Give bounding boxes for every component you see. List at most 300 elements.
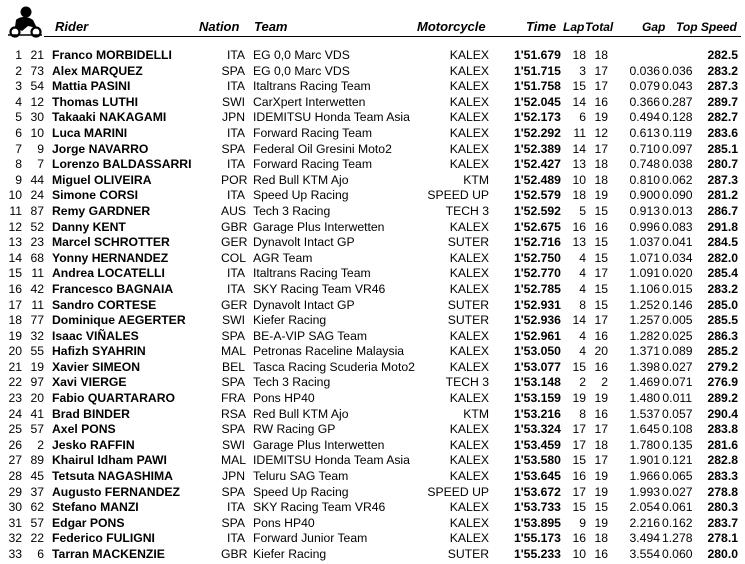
position-cell: 24 — [8, 406, 22, 421]
team-cell: Pons HP40 — [253, 515, 315, 530]
total-laps-cell: 15 — [594, 203, 608, 218]
position-cell: 2 — [15, 63, 22, 78]
rider-number-cell: 37 — [30, 484, 44, 499]
rider-name-cell: Andrea LOCATELLI — [52, 266, 165, 281]
gap-previous-cell: 0.060 — [662, 547, 693, 561]
position-cell: 15 — [8, 266, 22, 281]
lap-cell: 16 — [572, 469, 586, 484]
lap-time-cell: 1'52.716 — [514, 235, 561, 250]
rider-name-cell: Francesco BAGNAIA — [52, 281, 174, 296]
results-table — [0, 48, 745, 563]
team-cell: Kiefer Racing — [253, 547, 327, 561]
rider-name-cell: Xavier SIMEON — [52, 359, 141, 374]
motorcycle-cell: KALEX — [449, 266, 489, 281]
total-laps-cell: 16 — [594, 94, 608, 109]
lap-cell: 19 — [572, 391, 586, 406]
total-laps-cell: 18 — [594, 172, 608, 187]
position-cell: 27 — [8, 453, 22, 468]
lap-cell: 4 — [579, 344, 586, 359]
rider-name-cell: Hafizh SYAHRIN — [52, 344, 146, 359]
total-laps-cell: 18 — [594, 531, 608, 546]
table-row — [0, 48, 745, 64]
nation-cell: SPA — [221, 375, 245, 390]
col-rider-header: Rider — [55, 19, 89, 34]
rider-number-cell: 9 — [37, 141, 44, 156]
total-laps-cell: 18 — [594, 48, 608, 62]
top-speed-cell: 287.3 — [707, 172, 738, 187]
team-cell: Italtrans Racing Team — [253, 79, 371, 94]
table-row — [0, 79, 745, 95]
gap-previous-cell: 0.036 — [662, 63, 693, 78]
top-speed-cell: 283.2 — [707, 281, 738, 296]
rider-number-cell: 12 — [30, 94, 44, 109]
rider-number-cell: 57 — [30, 422, 44, 437]
position-cell: 29 — [8, 484, 22, 499]
team-cell: BE-A-VIP SAG Team — [253, 328, 368, 343]
nation-cell: JPN — [221, 469, 245, 484]
rider-name-cell: Federico FULIGNI — [52, 531, 155, 546]
table-row — [0, 422, 745, 438]
gap-first-cell: 0.494 — [629, 110, 660, 125]
top-speed-cell: 276.9 — [707, 375, 738, 390]
lap-time-cell: 1'52.936 — [514, 313, 561, 328]
table-row — [0, 313, 745, 329]
lap-time-cell: 1'52.173 — [514, 110, 561, 125]
rider-name-cell: Stefano MANZI — [52, 500, 139, 515]
position-cell: 22 — [8, 375, 22, 390]
rider-name-cell: Alex MARQUEZ — [52, 63, 143, 78]
header-rule — [44, 36, 741, 37]
lap-time-cell: 1'53.159 — [514, 391, 561, 406]
gap-first-cell: 0.996 — [629, 219, 660, 234]
lap-cell: 17 — [572, 484, 586, 499]
gap-previous-cell: 0.013 — [662, 203, 693, 218]
position-cell: 30 — [8, 500, 22, 515]
top-speed-cell: 284.5 — [707, 235, 738, 250]
gap-previous-cell: 0.065 — [662, 469, 693, 484]
rider-name-cell: Franco MORBIDELLI — [52, 48, 172, 62]
total-laps-cell: 15 — [594, 297, 608, 312]
lap-cell: 11 — [573, 125, 586, 140]
top-speed-cell: 291.8 — [707, 219, 738, 234]
team-cell: EG 0,0 Marc VDS — [253, 48, 350, 62]
table-row — [0, 469, 745, 485]
lap-cell: 18 — [572, 188, 586, 203]
rider-name-cell: Edgar PONS — [52, 515, 125, 530]
team-cell: Kiefer Racing — [253, 313, 327, 328]
top-speed-cell: 278.8 — [707, 484, 738, 499]
lap-time-cell: 1'53.148 — [514, 375, 561, 390]
motorcycle-cell: KALEX — [449, 391, 489, 406]
position-cell: 14 — [8, 250, 22, 265]
col-lap-header: Lap — [563, 20, 585, 34]
top-speed-cell: 283.7 — [707, 515, 738, 530]
rider-number-cell: 68 — [30, 250, 44, 265]
team-cell: Tasca Racing Scuderia Moto2 — [253, 359, 415, 374]
total-laps-cell: 16 — [594, 406, 608, 421]
rider-name-cell: Fabio QUARTARARO — [52, 391, 175, 406]
rider-name-cell: Remy GARDNER — [52, 203, 151, 218]
rider-number-cell: 41 — [30, 406, 44, 421]
gap-first-cell: 1.780 — [629, 437, 660, 452]
lap-time-cell: 1'52.931 — [514, 297, 561, 312]
lap-cell: 4 — [579, 250, 586, 265]
top-speed-cell: 280.7 — [707, 157, 738, 172]
position-cell: 6 — [15, 125, 22, 140]
nation-cell: ITA — [226, 281, 245, 296]
team-cell: Red Bull KTM Ajo — [253, 406, 349, 421]
gap-previous-cell: 0.090 — [662, 188, 693, 203]
nation-cell: SWI — [221, 437, 245, 452]
rider-name-cell: Tarran MACKENZIE — [52, 547, 165, 561]
gap-previous-cell: 0.108 — [662, 422, 693, 437]
lap-cell: 2 — [579, 375, 586, 390]
lap-cell: 14 — [572, 141, 586, 156]
lap-time-cell: 1'52.389 — [514, 141, 561, 156]
lap-time-cell: 1'52.045 — [514, 94, 561, 109]
total-laps-cell: 15 — [594, 500, 608, 515]
motorcycle-cell: KALEX — [449, 110, 489, 125]
lap-cell: 8 — [579, 406, 586, 421]
gap-previous-cell: 0.011 — [662, 391, 692, 406]
rider-name-cell: Xavi VIERGE — [52, 375, 127, 390]
position-cell: 21 — [8, 359, 22, 374]
nation-cell: ITA — [226, 125, 245, 140]
top-speed-cell: 286.7 — [707, 203, 738, 218]
gap-first-cell: 1.037 — [629, 235, 660, 250]
rider-number-cell: 6 — [37, 547, 44, 561]
lap-time-cell: 1'51.758 — [514, 79, 561, 94]
table-row — [0, 500, 745, 516]
rider-name-cell: Danny KENT — [52, 219, 126, 234]
rider-number-cell: 89 — [30, 453, 44, 468]
col-gap-header: Gap — [642, 20, 666, 34]
lap-time-cell: 1'53.324 — [514, 422, 561, 437]
lap-time-cell: 1'53.733 — [514, 500, 561, 515]
motorcycle-cell: KALEX — [449, 281, 489, 296]
team-cell: Tech 3 Racing — [253, 203, 331, 218]
rider-number-cell: 32 — [30, 328, 44, 343]
rider-number-cell: 20 — [30, 391, 44, 406]
rider-number-cell: 44 — [30, 172, 44, 187]
lap-time-cell: 1'53.077 — [514, 359, 561, 374]
position-cell: 17 — [8, 297, 22, 312]
motorcycle-cell: TECH 3 — [445, 375, 489, 390]
top-speed-cell: 282.7 — [707, 110, 738, 125]
rider-name-cell: Takaaki NAKAGAMI — [52, 110, 167, 125]
rider-name-cell: Jorge NAVARRO — [52, 141, 149, 156]
rider-name-cell: Lorenzo BALDASSARRI — [52, 157, 192, 172]
rider-number-cell: 23 — [30, 235, 44, 250]
total-laps-cell: 15 — [594, 250, 608, 265]
nation-cell: COL — [221, 250, 247, 265]
total-laps-cell: 17 — [594, 422, 608, 437]
total-laps-cell: 19 — [594, 391, 608, 406]
position-cell: 28 — [8, 469, 22, 484]
motorcycle-cell: KALEX — [449, 359, 489, 374]
lap-cell: 4 — [579, 281, 586, 296]
rider-name-cell: Dominique AEGERTER — [52, 313, 186, 328]
lap-time-cell: 1'51.679 — [514, 48, 561, 62]
lap-cell: 15 — [572, 500, 586, 515]
position-cell: 13 — [8, 235, 22, 250]
lap-time-cell: 1'53.050 — [514, 344, 561, 359]
total-laps-cell: 19 — [594, 110, 608, 125]
rider-number-cell: 22 — [30, 531, 44, 546]
lap-cell: 4 — [579, 328, 586, 343]
gap-previous-cell: 0.097 — [662, 141, 693, 156]
motorcycle-cell: SUTER — [447, 235, 489, 250]
rider-number-cell: 52 — [30, 219, 44, 234]
position-cell: 9 — [15, 172, 22, 187]
rider-number-cell: 62 — [30, 500, 44, 515]
gap-previous-cell: 1.278 — [662, 531, 693, 546]
gap-first-cell: 3.494 — [629, 531, 660, 546]
table-row — [0, 188, 745, 204]
lap-time-cell: 1'52.292 — [514, 125, 561, 140]
nation-cell: SPA — [221, 422, 245, 437]
position-cell: 3 — [15, 79, 22, 94]
table-row — [0, 516, 745, 532]
team-cell: Speed Up Racing — [253, 484, 349, 499]
gap-first-cell: 1.282 — [629, 328, 660, 343]
nation-cell: MAL — [221, 344, 247, 359]
team-cell: Forward Racing Team — [253, 157, 372, 172]
gap-previous-cell: 0.038 — [662, 157, 693, 172]
lap-time-cell: 1'52.770 — [514, 266, 561, 281]
top-speed-cell: 281.2 — [707, 188, 738, 203]
rider-number-cell: 19 — [30, 359, 44, 374]
gap-first-cell: 1.091 — [629, 266, 660, 281]
rider-number-cell: 87 — [30, 203, 44, 218]
col-team-header: Team — [254, 19, 288, 34]
position-cell: 26 — [8, 437, 22, 452]
total-laps-cell: 16 — [594, 219, 608, 234]
top-speed-cell: 278.1 — [707, 531, 738, 546]
motorcycle-cell: KALEX — [449, 500, 489, 515]
total-laps-cell: 2 — [601, 375, 608, 390]
position-cell: 1 — [15, 48, 22, 62]
rider-name-cell: Miguel OLIVEIRA — [52, 172, 152, 187]
rider-name-cell: Sandro CORTESE — [52, 297, 157, 312]
nation-cell: MAL — [221, 453, 247, 468]
lap-time-cell: 1'52.675 — [514, 219, 561, 234]
team-cell: EG 0,0 Marc VDS — [253, 63, 350, 78]
motorcycle-cell: KALEX — [449, 453, 489, 468]
nation-cell: ITA — [226, 79, 245, 94]
team-cell: Forward Junior Team — [253, 531, 368, 546]
gap-previous-cell: 0.071 — [662, 375, 693, 390]
top-speed-cell: 280.3 — [707, 500, 738, 515]
top-speed-cell: 285.0 — [707, 297, 738, 312]
table-row — [0, 282, 745, 298]
motorcycle-cell: KALEX — [449, 250, 489, 265]
gap-previous-cell: 0.027 — [662, 484, 693, 499]
team-cell: Federal Oil Gresini Moto2 — [253, 141, 392, 156]
position-cell: 23 — [8, 391, 22, 406]
gap-first-cell: 1.537 — [629, 406, 660, 421]
lap-time-cell: 1'53.895 — [514, 515, 561, 530]
motorcycle-cell: KALEX — [449, 344, 489, 359]
rider-number-cell: 11 — [31, 297, 44, 312]
table-row — [0, 438, 745, 454]
total-laps-cell: 19 — [594, 469, 608, 484]
gap-first-cell: 0.810 — [629, 172, 660, 187]
table-row — [0, 173, 745, 189]
total-laps-cell: 18 — [594, 437, 608, 452]
gap-first-cell: 1.371 — [629, 344, 660, 359]
total-laps-cell: 15 — [594, 281, 608, 296]
position-cell: 5 — [15, 110, 22, 125]
col-motorcycle-header: Motorcycle — [417, 19, 486, 34]
gap-previous-cell: 0.146 — [662, 297, 693, 312]
table-row — [0, 64, 745, 80]
nation-cell: AUS — [221, 203, 247, 218]
lap-time-cell: 1'52.785 — [514, 281, 561, 296]
gap-previous-cell: 0.027 — [662, 359, 693, 374]
total-laps-cell: 17 — [594, 141, 608, 156]
gap-first-cell: 1.993 — [629, 484, 660, 499]
position-cell: 20 — [8, 344, 22, 359]
lap-cell: 17 — [572, 437, 586, 452]
total-laps-cell: 19 — [594, 188, 608, 203]
position-cell: 8 — [15, 157, 22, 172]
gap-previous-cell: 0.119 — [662, 125, 692, 140]
lap-time-cell: 1'52.750 — [514, 250, 561, 265]
gap-previous-cell: 0.025 — [662, 328, 693, 343]
gap-previous-cell: 0.162 — [662, 515, 693, 530]
lap-cell: 3 — [579, 63, 586, 78]
nation-cell: ITA — [226, 500, 245, 515]
top-speed-cell: 279.2 — [707, 359, 738, 374]
team-cell: Teluru SAG Team — [253, 469, 349, 484]
nation-cell: GER — [221, 235, 248, 250]
motorcycle-rider-icon — [6, 4, 44, 38]
lap-cell: 15 — [572, 359, 586, 374]
rider-name-cell: Thomas LUTHI — [52, 94, 138, 109]
position-cell: 18 — [8, 313, 22, 328]
table-row — [0, 142, 745, 158]
top-speed-cell: 283.6 — [707, 125, 738, 140]
table-row — [0, 298, 745, 314]
gap-previous-cell: 0.015 — [662, 281, 693, 296]
rider-number-cell: 42 — [30, 281, 44, 296]
motorcycle-cell: KTM — [463, 406, 489, 421]
lap-cell: 15 — [572, 79, 586, 94]
gap-first-cell: 0.036 — [629, 63, 660, 78]
lap-cell: 18 — [572, 48, 586, 62]
nation-cell: ITA — [226, 157, 245, 172]
nation-cell: GBR — [221, 219, 248, 234]
gap-first-cell: 1.645 — [629, 422, 660, 437]
gap-first-cell: 0.913 — [629, 203, 660, 218]
lap-cell: 16 — [572, 219, 586, 234]
top-speed-cell: 289.2 — [707, 391, 738, 406]
rider-name-cell: Tetsuta NAGASHIMA — [52, 469, 173, 484]
gap-first-cell: 1.901 — [629, 453, 660, 468]
total-laps-cell: 17 — [594, 313, 608, 328]
gap-first-cell: 2.054 — [629, 500, 660, 515]
gap-first-cell: 0.613 — [629, 125, 660, 140]
nation-cell: POR — [221, 172, 248, 187]
table-row — [0, 375, 745, 391]
nation-cell: RSA — [221, 406, 247, 421]
gap-previous-cell: 0.005 — [662, 313, 693, 328]
table-row — [0, 157, 745, 173]
motorcycle-cell: KALEX — [449, 328, 489, 343]
nation-cell: FRA — [221, 391, 246, 406]
top-speed-cell: 283.3 — [707, 469, 738, 484]
nation-cell: SPA — [221, 515, 245, 530]
nation-cell: ITA — [226, 188, 245, 203]
top-speed-cell: 287.3 — [707, 79, 738, 94]
position-cell: 4 — [15, 94, 22, 109]
team-cell: SKY Racing Team VR46 — [253, 500, 386, 515]
motorcycle-cell: KALEX — [449, 437, 489, 452]
nation-cell: JPN — [221, 110, 245, 125]
gap-previous-cell: 0.057 — [662, 406, 693, 421]
rider-name-cell: Isaac VIÑALES — [52, 328, 139, 343]
lap-cell: 4 — [579, 266, 586, 281]
table-row — [0, 453, 745, 469]
lap-cell: 14 — [572, 313, 586, 328]
motorcycle-cell: KALEX — [449, 422, 489, 437]
top-speed-cell: 282.0 — [707, 250, 738, 265]
position-cell: 11 — [9, 203, 22, 218]
total-laps-cell: 16 — [594, 547, 608, 561]
table-row — [0, 95, 745, 111]
rider-number-cell: 7 — [37, 157, 44, 172]
lap-cell: 9 — [579, 515, 586, 530]
lap-time-cell: 1'55.233 — [514, 547, 561, 561]
gap-first-cell: 3.554 — [629, 547, 660, 561]
gap-first-cell: 0.710 — [629, 141, 660, 156]
position-cell: 16 — [8, 281, 22, 296]
top-speed-cell: 283.2 — [707, 63, 738, 78]
nation-cell: SPA — [221, 484, 245, 499]
team-cell: IDEMITSU Honda Team Asia — [253, 453, 410, 468]
total-laps-cell: 20 — [594, 344, 608, 359]
gap-previous-cell: 0.083 — [662, 219, 693, 234]
top-speed-cell: 290.4 — [707, 406, 738, 421]
rider-number-cell: 21 — [30, 48, 44, 62]
nation-cell: SPA — [221, 328, 245, 343]
gap-previous-cell: 0.287 — [662, 94, 693, 109]
col-nation-header: Nation — [199, 19, 240, 34]
gap-previous-cell: 0.041 — [662, 235, 693, 250]
col-top-speed-header: Top Speed — [676, 20, 737, 34]
position-cell: 25 — [8, 422, 22, 437]
table-row — [0, 251, 745, 267]
team-cell: Tech 3 Racing — [253, 375, 331, 390]
motorcycle-cell: KALEX — [449, 48, 489, 62]
table-row — [0, 485, 745, 501]
rider-name-cell: Augusto FERNANDEZ — [52, 484, 180, 499]
rider-number-cell: 57 — [30, 515, 44, 530]
nation-cell: SPA — [221, 141, 245, 156]
table-row — [0, 391, 745, 407]
lap-time-cell: 1'53.672 — [514, 484, 561, 499]
team-cell: Italtrans Racing Team — [253, 266, 371, 281]
gap-previous-cell: 0.121 — [662, 453, 693, 468]
rider-name-cell: Luca MARINI — [52, 125, 128, 140]
rider-number-cell: 30 — [30, 110, 44, 125]
gap-previous-cell: 0.043 — [662, 79, 693, 94]
total-laps-cell: 19 — [594, 484, 608, 499]
total-laps-cell: 19 — [594, 515, 608, 530]
rider-number-cell: 24 — [30, 188, 44, 203]
col-total-header: Total — [585, 20, 614, 34]
